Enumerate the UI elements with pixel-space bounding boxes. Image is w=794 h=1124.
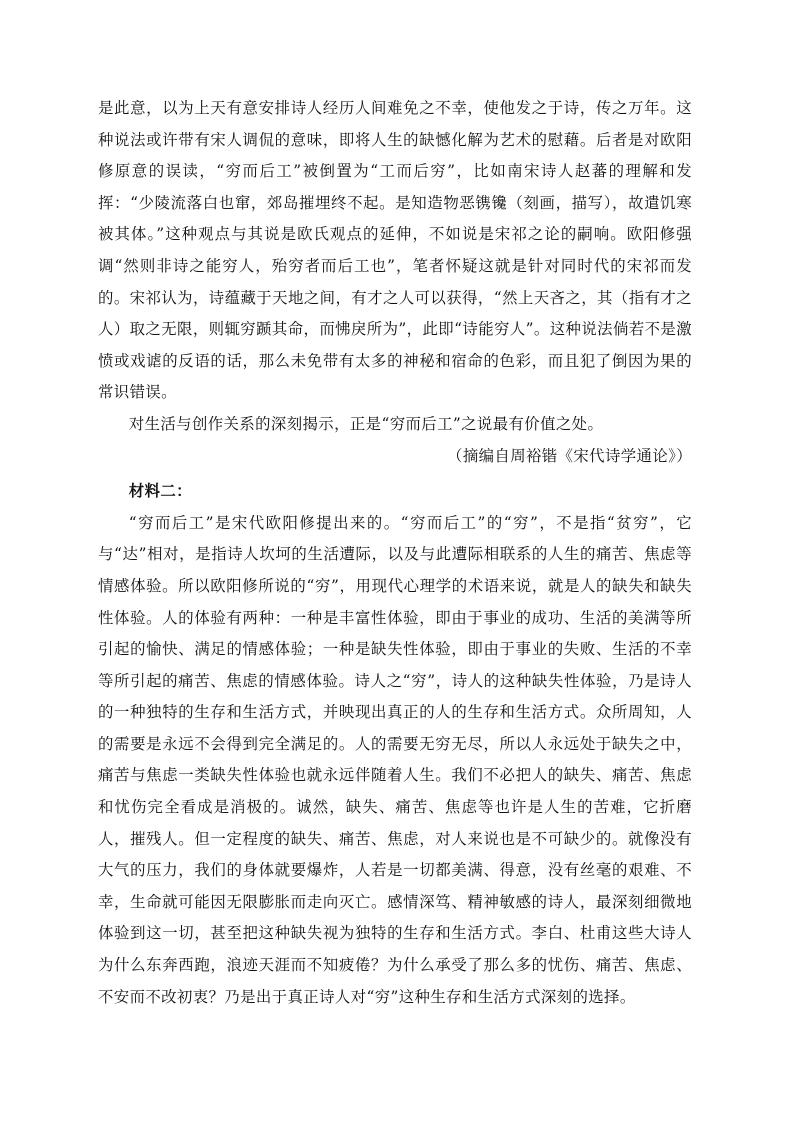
material2-body: “穷而后工”是宋代欧阳修提出来的。“穷而后工”的“穷”，不是指“贫穷”，它与“达”相对，是指诗人坎坷的生活遭际，以及与此遭际相联系的人生的痛苦、焦虑等情感体验。所以欧阳修所说的“穷”，用现代心理学的术语来说，就是人的缺失和缺失性体验。人的体验有两种：一种是丰富性体验，即由于事业的成功、生活的美满等所引起的愉快、满足的情感体验；一种是缺失性体验，即由于事业的失败、生活的不幸等所引起的痛苦、焦虑的情感体验。诗人之“穷”，诗人的这种缺失性体验，乃是诗人的一种独特的生存和生活方式，并映现出真正的人的生存和生活方式。众所周知，人的需要是永远不会得到完全满足的。人的需要无穷无尽，所以人永远处于缺失之中，痛苦与焦虑一类缺失性体验也就永远伴随着人生。我们不必把人的缺失、痛苦、焦虑和忧伤完全看成是消极的。诚然，缺失、痛苦、焦虑等也许是人生的苦难，它折磨人，摧残人。但一定程度的缺失、痛苦、焦虑，对人来说也是不可缺少的。就像没有大气的压力，我们的身体就要爆炸，人若是一切都美满、得意，没有丝毫的艰难、不幸，生命就可能因无限膨胀而走向灭亡。感情深笃、精神敏感的诗人，最深刻细微地体验到这一切，甚至把这种缺失视为独特的生存和生活方式。李白、杜甫这些大诗人为什么东奔西跑，浪迹天涯而不知疲倦？为什么承受了那么多的忧伤、痛苦、焦虑、不安而不改初衷？乃是出于真正诗人对“穷”这种生存和生活方式深刻的选择。	[98, 513, 692, 1006]
document-page	[98, 93, 692, 1013]
material1-continuation: 是此意，以为上天有意安排诗人经历人间难免之不幸，使他发之于诗，传之万年。这种说法或许带有宋人调侃的意味，即将人生的缺憾化解为艺术的慰藉。后者是对欧阳修原意的误读，“穷而后工”被倒置为“工而后穷”，比如南宋诗人赵蕃的理解和发挥：“少陵流落白也窜，郊岛摧埋终不起。是知造物恶镌镵（刻画，描写），故遣饥寒被其体。”这种观点与其说是欧氏观点的延伸，不如说是宋祁之论的嗣响。欧阳修强调“然则非诗之能穷人，殆穷者而后工也”，笔者怀疑这就是针对同时代的宋祁而发的。宋祁认为，诗蕴藏于天地之间，有才之人可以获得，“然上天吝之，其（指有才之人）取之无限，则辄穷踬其命，而怫戾所为”，此即“诗能穷人”。这种说法倘若不是激愤或戏谑的反语的话，那么未免带有太多的神秘和宿命的色彩，而且犯了倒因为果的常识错误。	[98, 99, 692, 402]
material2-heading: 材料二：	[128, 482, 192, 501]
material1-source: （摘编自周裕锴《宋代诗学通论》）	[447, 446, 692, 465]
material1-conclusion: 对生活与创作关系的深刻揭示，正是“穷而后工”之说最有价值之处。	[128, 414, 604, 433]
